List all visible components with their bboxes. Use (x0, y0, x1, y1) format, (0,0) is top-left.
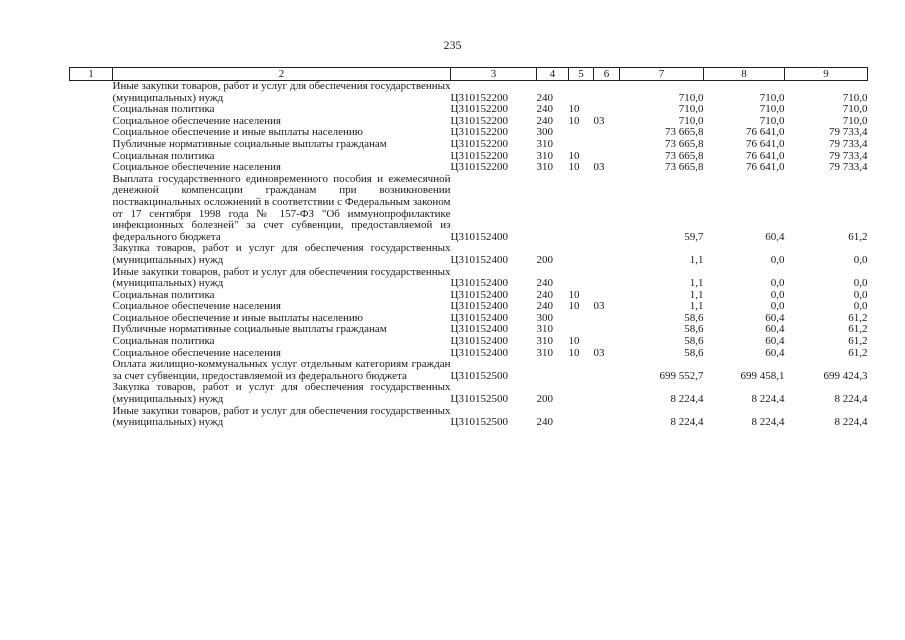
row-expense-type: 300 (536, 311, 553, 324)
column-header: 8 (704, 68, 785, 81)
row-section (569, 243, 594, 266)
row-value-col8: 60,4 (765, 311, 785, 324)
row-expense-type: 200 (536, 393, 553, 406)
column-header: 1 (70, 68, 113, 81)
page-number: 235 (443, 38, 462, 52)
row-subsection (594, 139, 620, 151)
row-value-col9: 0,0 (853, 277, 868, 290)
row-expense-type: 310 (536, 323, 553, 336)
row-code: Ц310152400 (450, 346, 508, 359)
table-body (70, 81, 868, 429)
row-value-col7: 73 665,8 (665, 149, 704, 162)
column-header: 3 (451, 68, 537, 81)
row-name: Иные закупки товаров, работ и услуг для обеспечения государственных (муниципальных) нужд (112, 265, 451, 290)
empty-cell (70, 127, 113, 139)
row-value-col8: 8 224,4 (751, 416, 785, 429)
row-section: 10 (568, 103, 580, 116)
row-value-col8: 710,0 (759, 91, 785, 104)
row-section (569, 127, 594, 139)
row-section: 10 (568, 346, 580, 359)
row-code: Ц310152200 (450, 114, 508, 127)
row-value-col8: 76 641,0 (746, 161, 785, 174)
row-code: Ц310152400 (450, 335, 508, 348)
row-expense-type: 310 (536, 346, 553, 359)
row-name: Иные закупки товаров, работ и услуг для обеспечения государственных (муниципальных) нужд (112, 404, 451, 429)
row-value-col8: 710,0 (759, 103, 785, 116)
row-expense-type: 240 (536, 416, 553, 429)
row-value-col9: 79 733,4 (829, 126, 868, 139)
row-value-col7: 710,0 (678, 114, 704, 127)
row-subsection: 03 (593, 346, 605, 359)
column-number-header-row (70, 68, 868, 81)
empty-cell (70, 151, 113, 163)
row-expense-type: 310 (536, 161, 553, 174)
row-value-col8: 0,0 (770, 300, 785, 313)
row-subsection: 03 (593, 114, 605, 127)
row-value-col7: 58,6 (684, 311, 704, 324)
column-header: 2 (113, 68, 451, 81)
row-value-col8: 60,4 (765, 230, 785, 243)
row-value-col9: 79 733,4 (829, 137, 868, 150)
table-row (70, 336, 868, 348)
column-header: 5 (569, 68, 594, 81)
table-row (70, 174, 868, 244)
row-section (569, 406, 594, 429)
row-value-col7: 58,6 (684, 335, 704, 348)
empty-cell (70, 81, 113, 105)
empty-cell (70, 116, 113, 128)
row-name: Социальное обеспечение населения (112, 346, 281, 359)
row-code: Ц310152400 (450, 253, 508, 266)
table-row (70, 139, 868, 151)
row-value-col9: 61,2 (848, 311, 868, 324)
table-row (70, 162, 868, 174)
row-code: Ц310152200 (450, 103, 508, 116)
row-name: Социальное обеспечение населения (112, 300, 281, 313)
row-code: Ц310152200 (450, 161, 508, 174)
table-row (70, 267, 868, 290)
row-section (569, 139, 594, 151)
row-section (569, 81, 594, 105)
row-subsection (594, 267, 620, 290)
row-name: Социальная политика (112, 103, 215, 116)
row-section (569, 382, 594, 405)
row-value-col8: 76 641,0 (746, 149, 785, 162)
row-name: Публичные нормативные социальные выплаты гражданам (112, 323, 387, 336)
row-value-col9: 699 424,3 (823, 369, 868, 382)
row-section: 10 (568, 149, 580, 162)
row-name: Социальное обеспечение населения (112, 114, 281, 127)
row-expense-type: 310 (536, 149, 553, 162)
row-value-col7: 58,6 (684, 323, 704, 336)
row-value-col8: 0,0 (770, 288, 785, 301)
empty-cell (70, 243, 113, 266)
row-section: 10 (568, 114, 580, 127)
empty-cell (70, 162, 113, 174)
row-name: Социальная политика (112, 149, 215, 162)
row-section: 10 (568, 300, 580, 313)
row-name: Социальное обеспечение населения (112, 161, 281, 174)
row-value-col7: 710,0 (678, 103, 704, 116)
row-value-col9: 0,0 (853, 300, 868, 313)
row-value-col8: 60,4 (765, 323, 785, 336)
row-expense-type: 310 (536, 335, 553, 348)
row-code: Ц310152200 (450, 149, 508, 162)
table-row (70, 382, 868, 405)
row-expense-type: 240 (536, 103, 553, 116)
row-code: Ц310152400 (450, 300, 508, 313)
row-name: Оплата жилищно-коммунальных услуг отдельным категориям граждан за счет субвенции, предоставляемой из федерального бюджета (112, 358, 451, 382)
row-expense-type: 240 (536, 277, 553, 290)
empty-cell (70, 267, 113, 290)
row-value-col7: 1,1 (689, 288, 704, 301)
row-expense-type: 240 (536, 300, 553, 313)
row-value-col9: 8 224,4 (834, 393, 868, 406)
row-value-col7: 58,6 (684, 346, 704, 359)
row-expense-type: 240 (536, 91, 553, 104)
row-subsection: 03 (593, 300, 605, 313)
row-subsection: 03 (593, 161, 605, 174)
row-value-col9: 710,0 (842, 114, 868, 127)
row-subsection (594, 313, 620, 325)
row-value-col8: 0,0 (770, 277, 785, 290)
row-code: Ц310152200 (450, 91, 508, 104)
row-code: Ц310152400 (450, 311, 508, 324)
row-name: Публичные нормативные социальные выплаты гражданам (112, 137, 387, 150)
row-name: Закупка товаров, работ и услуг для обеспечения государственных (муниципальных) нужд (112, 381, 451, 406)
row-expense-type: 240 (536, 114, 553, 127)
empty-cell (70, 104, 113, 116)
column-header: 9 (785, 68, 868, 81)
row-value-col7: 710,0 (678, 91, 704, 104)
row-value-col9: 61,2 (848, 323, 868, 336)
row-name: Социальное обеспечение и иные выплаты населению (112, 311, 364, 324)
row-expense-type (537, 174, 569, 244)
row-expense-type: 240 (536, 288, 553, 301)
table-row (70, 406, 868, 429)
row-code: Ц310152200 (450, 137, 508, 150)
empty-cell (70, 382, 113, 405)
row-name: Социальная политика (112, 335, 215, 348)
row-section (569, 267, 594, 290)
row-name: Выплата государственного единовременного пособия и ежемесячной денежной компенсации гражданам при возникновении поствакцинальных осложнений в соответствии с Федеральным законом от 17 сентября 1998 года № 157-ФЗ "Об иммунопрофилактике инфекционных болезней" за счет субвенции, предоставляемой из федерального бюджета (112, 172, 451, 243)
empty-cell (70, 359, 113, 382)
row-value-col7: 1,1 (689, 253, 704, 266)
row-code: Ц310152200 (450, 126, 508, 139)
row-name: Иные закупки товаров, работ и услуг для обеспечения государственных (муниципальных) нужд (112, 80, 451, 104)
row-expense-type: 200 (536, 253, 553, 266)
row-code: Ц310152500 (450, 393, 508, 406)
row-value-col7: 699 552,7 (659, 369, 704, 382)
row-value-col8: 699 458,1 (740, 369, 785, 382)
row-subsection (594, 336, 620, 348)
row-expense-type (537, 359, 569, 382)
row-code: Ц310152400 (450, 230, 508, 243)
row-value-col9: 79 733,4 (829, 149, 868, 162)
row-value-col7: 8 224,4 (670, 393, 704, 406)
row-subsection (594, 382, 620, 405)
row-value-col9: 8 224,4 (834, 416, 868, 429)
row-subsection (594, 127, 620, 139)
row-value-col9: 710,0 (842, 103, 868, 116)
empty-cell (70, 336, 113, 348)
row-value-col7: 1,1 (689, 277, 704, 290)
row-code: Ц310152500 (450, 416, 508, 429)
row-value-col9: 0,0 (853, 288, 868, 301)
column-header: 6 (594, 68, 620, 81)
row-section (569, 359, 594, 382)
empty-cell (70, 324, 113, 336)
row-code: Ц310152500 (450, 369, 508, 382)
row-code: Ц310152400 (450, 323, 508, 336)
row-value-col8: 8 224,4 (751, 393, 785, 406)
row-value-col7: 73 665,8 (665, 126, 704, 139)
row-value-col7: 1,1 (689, 300, 704, 313)
row-value-col8: 710,0 (759, 114, 785, 127)
row-value-col7: 59,7 (684, 230, 704, 243)
row-value-col7: 73 665,8 (665, 161, 704, 174)
row-subsection (594, 324, 620, 336)
column-header: 7 (620, 68, 704, 81)
empty-cell (70, 313, 113, 325)
empty-cell (70, 139, 113, 151)
row-value-col8: 60,4 (765, 346, 785, 359)
empty-cell (70, 174, 113, 244)
row-value-col7: 73 665,8 (665, 137, 704, 150)
row-value-col9: 61,2 (848, 346, 868, 359)
row-value-col9: 0,0 (853, 253, 868, 266)
row-value-col8: 76 641,0 (746, 126, 785, 139)
row-name: Социальная политика (112, 288, 215, 301)
table-row (70, 359, 868, 382)
row-name: Социальное обеспечение и иные выплаты населению (112, 126, 364, 139)
row-section (569, 313, 594, 325)
row-section: 10 (568, 288, 580, 301)
row-section: 10 (568, 161, 580, 174)
row-subsection (594, 359, 620, 382)
empty-cell (70, 348, 113, 360)
budget-table (69, 67, 868, 429)
row-section (569, 174, 594, 244)
row-value-col9: 61,2 (848, 335, 868, 348)
row-value-col8: 0,0 (770, 253, 785, 266)
empty-cell (70, 406, 113, 429)
row-code: Ц310152400 (450, 277, 508, 290)
row-section: 10 (568, 335, 580, 348)
row-code: Ц310152400 (450, 288, 508, 301)
row-value-col9: 710,0 (842, 91, 868, 104)
row-subsection (594, 174, 620, 244)
row-subsection (594, 406, 620, 429)
row-subsection (594, 243, 620, 266)
table-row (70, 81, 868, 105)
row-value-col7: 8 224,4 (670, 416, 704, 429)
row-value-col9: 61,2 (848, 230, 868, 243)
row-value-col9: 79 733,4 (829, 161, 868, 174)
row-expense-type: 310 (536, 137, 553, 150)
table-row (70, 243, 868, 266)
row-name: Закупка товаров, работ и услуг для обеспечения государственных (муниципальных) нужд (112, 242, 451, 266)
row-expense-type: 300 (536, 126, 553, 139)
column-header: 4 (537, 68, 569, 81)
row-value-col8: 60,4 (765, 335, 785, 348)
empty-cell (70, 290, 113, 302)
empty-cell (70, 301, 113, 313)
row-subsection (594, 81, 620, 105)
row-value-col8: 76 641,0 (746, 137, 785, 150)
